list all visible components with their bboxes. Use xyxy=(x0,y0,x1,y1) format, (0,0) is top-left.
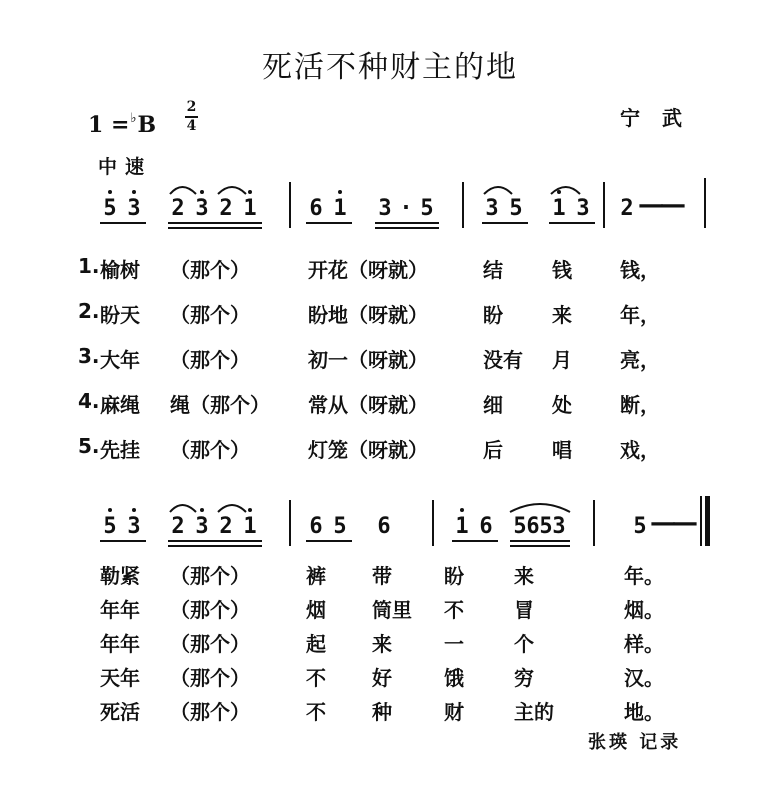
note: 5 xyxy=(633,514,647,539)
lyric: 好 xyxy=(372,666,392,690)
lyric: 裤 xyxy=(306,564,326,588)
lyric: 种 xyxy=(372,700,392,724)
note: 5 xyxy=(103,514,117,539)
slur xyxy=(484,187,512,194)
song-origin: 宁武 xyxy=(620,106,704,130)
lyric: 勒紧 xyxy=(100,564,140,588)
key-note: B xyxy=(137,112,157,138)
lyric: （那个） xyxy=(170,303,250,327)
note: 5 xyxy=(539,514,553,539)
lyric: 来 xyxy=(514,564,534,588)
slur xyxy=(218,187,246,194)
lyric: 钱， xyxy=(620,258,660,282)
lyric: 盼天 xyxy=(100,303,140,327)
verse-number: 5. xyxy=(78,434,100,458)
note: 1 xyxy=(552,196,566,221)
lyric: （那个） xyxy=(170,666,250,690)
lyric: 灯笼（呀就） xyxy=(308,438,428,462)
lyric: （那个） xyxy=(170,598,250,622)
lyric: 带 xyxy=(372,564,392,588)
note: 3 xyxy=(552,514,566,539)
lyric: 不 xyxy=(444,598,464,622)
meter-top: 2 xyxy=(186,99,197,115)
lyric: （那个） xyxy=(170,258,250,282)
verse-number: 1. xyxy=(78,254,100,278)
note: 3 xyxy=(576,196,590,221)
lyric: 死活 xyxy=(100,700,140,724)
note: 1 xyxy=(243,196,257,221)
note: 6 xyxy=(377,514,391,539)
note: 6 xyxy=(526,514,540,539)
lyric: 一 xyxy=(444,632,464,656)
note: 6 xyxy=(479,514,493,539)
verse-number: 2. xyxy=(78,299,100,323)
note: 5 xyxy=(333,514,347,539)
note: 5 xyxy=(513,514,527,539)
lyric: 大年 xyxy=(100,348,140,372)
tempo-marking: 中速 xyxy=(98,156,153,178)
lyric: 不 xyxy=(306,700,326,724)
lyric: 汉。 xyxy=(624,666,664,690)
note: 5 xyxy=(420,196,434,221)
lyric: 盼地（呀就） xyxy=(308,303,428,327)
lyric: 后 xyxy=(483,438,503,462)
lyric: 筒里 xyxy=(372,598,412,622)
lyric: 先挂 xyxy=(100,438,140,462)
lyric: 榆树 xyxy=(100,258,140,282)
lyric: 盼 xyxy=(444,564,464,588)
note: 5 xyxy=(509,196,523,221)
lyric: 结 xyxy=(483,258,503,282)
note: 2 xyxy=(620,196,634,221)
sustain-dash: —— xyxy=(650,508,694,538)
augmentation-dot: · xyxy=(399,196,413,221)
lyric: 起 xyxy=(306,632,326,656)
lyric: （那个） xyxy=(170,700,250,724)
slur xyxy=(551,187,580,194)
lyric: 穷 xyxy=(514,666,534,690)
lyric: 主的 xyxy=(514,700,554,724)
lyric: 样。 xyxy=(624,632,664,656)
lyric: 断， xyxy=(620,393,660,417)
lyric: 年。 xyxy=(624,564,664,588)
lyric: （那个） xyxy=(170,438,250,462)
lyric: 年年 xyxy=(100,598,140,622)
note: 6 xyxy=(309,514,323,539)
note: 1 xyxy=(455,514,469,539)
lyric: 来 xyxy=(552,303,572,327)
lyric: 年， xyxy=(620,303,660,327)
slur xyxy=(218,505,246,512)
note: 3 xyxy=(195,196,209,221)
lyric: 钱 xyxy=(552,258,572,282)
note: 3 xyxy=(195,514,209,539)
note: 1 xyxy=(243,514,257,539)
verse-number: 3. xyxy=(78,344,100,368)
note: 3 xyxy=(127,196,141,221)
note: 2 xyxy=(219,514,233,539)
lyric: 饿 xyxy=(444,666,464,690)
lyric: 烟 xyxy=(306,598,326,622)
lyric: 唱 xyxy=(552,438,572,462)
flat-sign: ♭ xyxy=(130,111,137,126)
lyric: 麻绳 xyxy=(100,393,140,417)
lyric: 财 xyxy=(444,700,464,724)
lyric: 年年 xyxy=(100,632,140,656)
lyric: 开花（呀就） xyxy=(308,258,428,282)
lyric: 绳（那个） xyxy=(170,393,270,417)
lyric: 没有 xyxy=(483,348,523,372)
lyric: 盼 xyxy=(483,303,503,327)
lyric: 细 xyxy=(483,393,503,417)
lyric: 个 xyxy=(514,632,534,656)
note: 3 xyxy=(485,196,499,221)
slur xyxy=(170,505,196,512)
meter-bottom: 4 xyxy=(186,118,197,134)
note: 2 xyxy=(219,196,233,221)
lyric: 月 xyxy=(552,348,572,372)
note: 3 xyxy=(378,196,392,221)
lyric: 亮， xyxy=(620,348,660,372)
lyric: 地。 xyxy=(624,700,664,724)
lyric: （那个） xyxy=(170,632,250,656)
slur xyxy=(170,187,196,194)
lyric: （那个） xyxy=(170,348,250,372)
song-title: 死活不种财主的地 xyxy=(262,50,518,85)
lyric: 初一（呀就） xyxy=(308,348,428,372)
verse-number: 4. xyxy=(78,389,100,413)
note: 5 xyxy=(103,196,117,221)
lyric: 烟。 xyxy=(624,598,664,622)
sustain-dash: —— xyxy=(638,190,682,220)
lyric: 天年 xyxy=(100,666,140,690)
lyric: 来 xyxy=(372,632,392,656)
lyric: 处 xyxy=(552,393,572,417)
note: 2 xyxy=(171,196,185,221)
note: 2 xyxy=(171,514,185,539)
slur xyxy=(510,504,570,512)
note: 3 xyxy=(127,514,141,539)
lyric: 常从（呀就） xyxy=(308,393,428,417)
lyric: 戏， xyxy=(620,438,660,462)
key-prefix: 1 = xyxy=(88,112,130,138)
transcriber-credit: 张瑛 记录 xyxy=(588,732,682,753)
note: 6 xyxy=(309,196,323,221)
lyric: （那个） xyxy=(170,564,250,588)
lyric: 不 xyxy=(306,666,326,690)
lyric: 冒 xyxy=(514,598,534,622)
note: 1 xyxy=(333,196,347,221)
